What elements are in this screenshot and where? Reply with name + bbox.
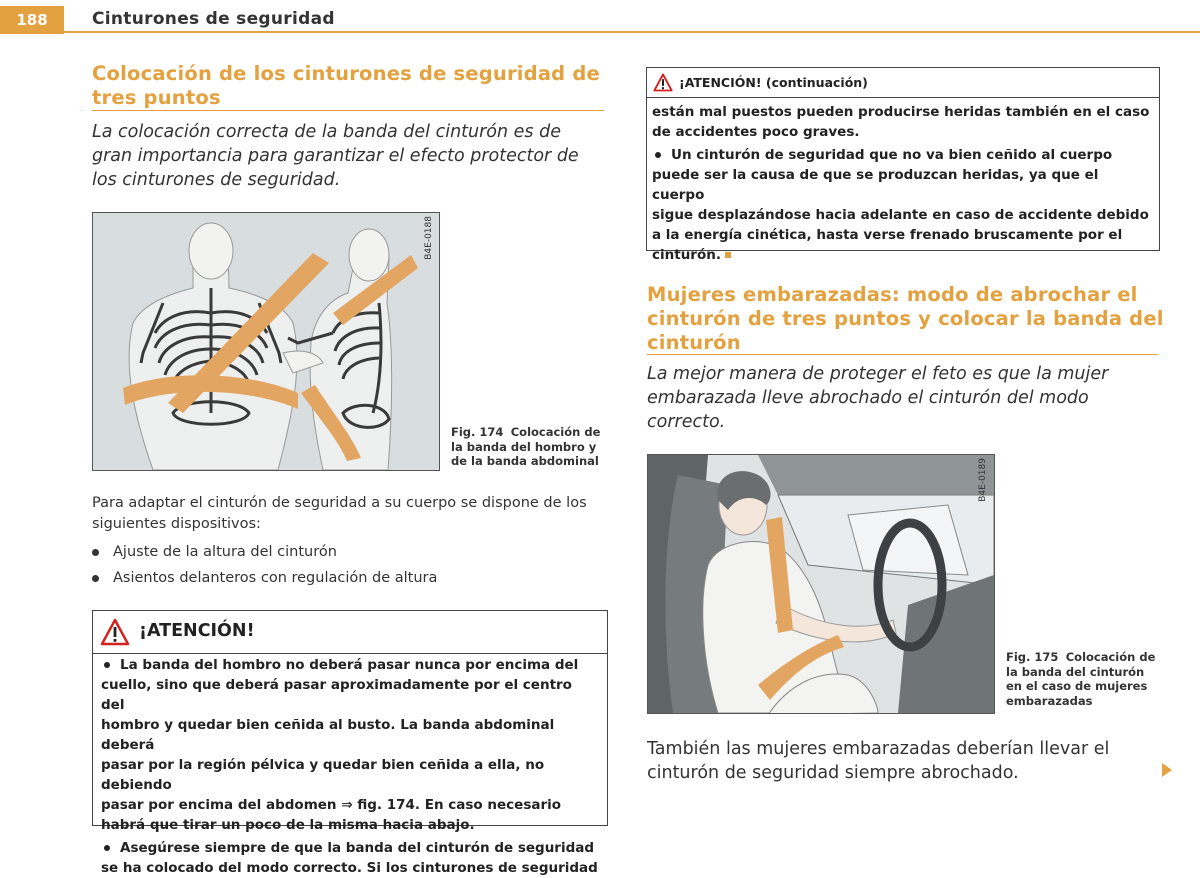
device-list bbox=[92, 539, 612, 591]
intro-line: los cinturones de seguridad. bbox=[92, 170, 341, 190]
intro-line: La colocación correcta de la banda del cinturón es de bbox=[92, 122, 561, 142]
body-line: siguientes dispositivos: bbox=[92, 516, 261, 532]
warning-line: cinturón. bbox=[652, 247, 721, 263]
warning-line: Asegúrese siempre de que la banda del cinturón de seguridad bbox=[120, 840, 595, 856]
caption-line: la banda del cinturón bbox=[1006, 664, 1145, 679]
section-title-line: Colocación de los cinturones de seguridad de bbox=[92, 62, 600, 85]
section-intro bbox=[92, 120, 612, 192]
warning-line: pasar por encima del abdomen ⇒ fig. 174. En caso necesario bbox=[101, 797, 562, 813]
warning-triangle-icon bbox=[100, 618, 130, 646]
skeleton-illustration bbox=[93, 213, 439, 470]
body-paragraph-pregnant bbox=[647, 737, 1147, 785]
warning-line: habrá que tirar un poco de la misma hacia abajo. bbox=[101, 817, 475, 833]
bullet-icon bbox=[655, 152, 661, 158]
bullet-icon bbox=[92, 549, 99, 556]
warning-title: ¡ATENCIÓN! (continuación) bbox=[679, 75, 868, 90]
list-item-text: Asientos delanteros con regulación de altura bbox=[113, 570, 438, 586]
pregnant-driver-illustration bbox=[648, 455, 994, 713]
body-paragraph-devices bbox=[92, 493, 612, 535]
next-page-arrow-icon[interactable] bbox=[1162, 763, 1172, 777]
caption-line: Colocación de bbox=[510, 425, 601, 439]
warning-line: están mal puestos pueden producirse heridas también en el caso bbox=[652, 104, 1150, 120]
caption-line: la banda del hombro y bbox=[451, 439, 597, 454]
caption-number: Fig. 175 bbox=[1006, 650, 1059, 664]
warning-box-continuation bbox=[646, 67, 1160, 263]
warning-line: cuello, sino que deberá pasar aproximadamente por el centro del bbox=[101, 677, 572, 713]
list-item-text: Ajuste de la altura del cinturón bbox=[113, 544, 337, 560]
warning-triangle-icon bbox=[653, 73, 673, 92]
warning-title: ¡ATENCIÓN! bbox=[139, 621, 255, 641]
warning-header bbox=[93, 611, 607, 654]
section-rule bbox=[647, 354, 1158, 355]
page-number: 188 bbox=[0, 6, 64, 34]
intro-line: correcto. bbox=[647, 412, 726, 432]
figure-175-caption bbox=[1006, 650, 1166, 708]
warning-line: pasar por la región pélvica y quedar bien ceñida a ella, no debiendo bbox=[101, 757, 545, 793]
caption-number: Fig. 174 bbox=[451, 425, 504, 439]
caption-line: de la banda abdominal bbox=[451, 454, 599, 468]
warning-line: se ha colocado del modo correcto. Si los cinturones de seguridad bbox=[101, 860, 598, 876]
section-intro bbox=[647, 362, 1167, 434]
caption-line: Colocación de bbox=[1065, 650, 1156, 664]
warning-line: hombro y quedar bien ceñida al busto. La banda abdominal deberá bbox=[101, 717, 555, 753]
section-title-line: cinturón de tres puntos y colocar la banda del bbox=[647, 307, 1164, 330]
header-divider bbox=[64, 31, 1200, 33]
figure-174-belt-position bbox=[92, 212, 440, 471]
intro-line: gran importancia para garantizar el efecto protector de bbox=[92, 146, 579, 166]
bullet-icon bbox=[104, 662, 110, 668]
figure-174-caption bbox=[451, 425, 611, 469]
bullet-icon bbox=[104, 845, 110, 851]
end-of-section-icon bbox=[725, 252, 731, 258]
caption-line: en el caso de mujeres bbox=[1006, 679, 1148, 693]
intro-line: La mejor manera de proteger el feto es que la mujer bbox=[647, 364, 1109, 384]
warning-line: Un cinturón de seguridad que no va bien ceñido al cuerpo bbox=[671, 147, 1113, 163]
list-item bbox=[92, 539, 612, 565]
figure-code: B4E-0188 bbox=[424, 216, 434, 260]
body-line: También las mujeres embarazadas deberían llevar el bbox=[647, 739, 1110, 759]
warning-body bbox=[93, 654, 607, 878]
section-title-line: tres puntos bbox=[92, 86, 221, 109]
warning-header bbox=[647, 68, 1159, 98]
warning-box bbox=[92, 610, 608, 876]
figure-175-pregnant-belt bbox=[647, 454, 995, 714]
caption-line: embarazadas bbox=[1006, 693, 1093, 708]
running-header-title: Cinturones de seguridad bbox=[92, 9, 335, 29]
warning-line: La banda del hombro no deberá pasar nunca por encima del bbox=[120, 657, 579, 673]
bullet-icon bbox=[92, 575, 99, 582]
body-line: Para adaptar el cinturón de seguridad a su cuerpo se dispone de los bbox=[92, 495, 587, 511]
section-title-three-point-belts bbox=[92, 62, 612, 110]
section-title-line: Mujeres embarazadas: modo de abrochar el bbox=[647, 283, 1138, 306]
warning-line: de accidentes poco graves. bbox=[652, 124, 860, 140]
intro-line: embarazada lleve abrochado el cinturón del modo bbox=[647, 388, 1089, 408]
section-title-line: cinturón bbox=[647, 331, 741, 354]
warning-body bbox=[647, 98, 1159, 265]
warning-line: sigue desplazándose hacia adelante en caso de accidente debido bbox=[652, 207, 1149, 223]
section-title-pregnant-women bbox=[647, 283, 1177, 355]
section-rule bbox=[92, 110, 604, 111]
list-item bbox=[92, 565, 612, 591]
figure-code: B4E-0189 bbox=[978, 458, 988, 502]
warning-line: puede ser la causa de que se produzcan heridas, ya que el cuerpo bbox=[652, 167, 1099, 203]
warning-line: a la energía cinética, hasta verse frenado bruscamente por el bbox=[652, 227, 1123, 243]
body-line: cinturón de seguridad siempre abrochado. bbox=[647, 763, 1019, 783]
